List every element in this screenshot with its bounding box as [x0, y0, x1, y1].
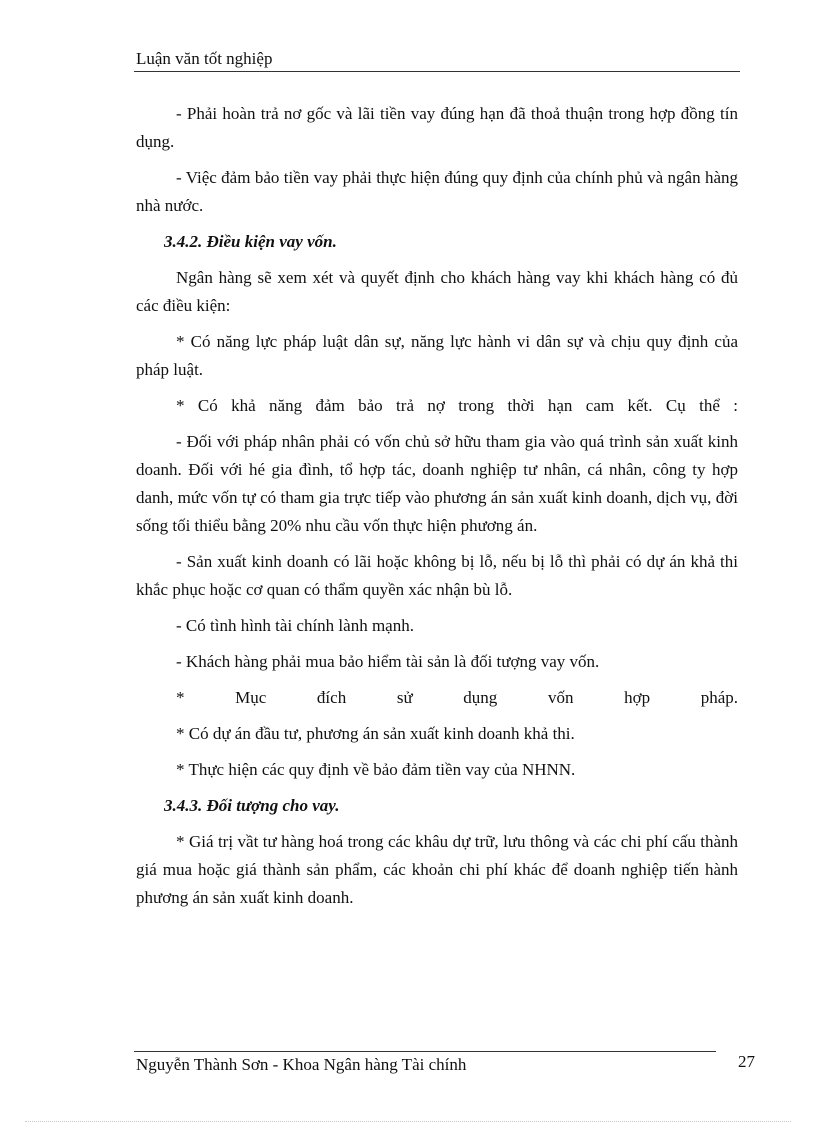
paragraph-equity-requirement: - Đối với pháp nhân phải có vốn chủ sở hữu tham gia vào quá trình sản xuất kinh doanh. Đối với hé gia đình, tổ hợp tác, doanh nghiệp tư nhân, cá nhân, công ty hợp danh, mức vốn tự có tham gia trực tiếp vào phương án sản xuất kinh doanh, dịch vụ, đời sống tối thiểu bằng 20% nhu cầu vốn thực hiện phương án. — [136, 432, 738, 535]
footer-rule — [134, 1051, 716, 1052]
paragraph-profitability: - Sản xuất kinh doanh có lãi hoặc không bị lỗ, nếu bị lỗ thì phải có dự án khả thi khắc phục hoặc cơ quan có thẩm quyền xác nhận bù lỗ. — [136, 552, 738, 599]
paragraph-nhnn-regulations: * Thực hiện các quy định về bảo đảm tiền vay của NHNN. — [176, 760, 576, 779]
section-heading-loan-objects: 3.4.3. Đối tượng cho vay. — [164, 796, 340, 815]
header-rule — [134, 71, 740, 72]
paragraph-financial-health: - Có tình hình tài chính lành mạnh. — [176, 616, 414, 635]
paragraph-goods-value: * Giá trị vầt tư hàng hoá trong các khâu dự trữ, lưu thông và các chi phí cấu thành giá mua hoặc giá thành sản phẩm, các khoản chi phí khác để doanh nghiệp tiến hành phương án sản xuất kinh doanh. — [136, 832, 738, 907]
paragraph-legal-capacity: * Có năng lực pháp luật dân sự, năng lực hành vi dân sự và chịu quy định của pháp luật. — [136, 332, 738, 379]
paragraph-repayment-ability: * Có khả năng đảm bảo trả nợ trong thời hạn cam kết. Cụ thể : — [176, 396, 738, 415]
paragraph-loan-security: - Việc đảm bảo tiền vay phải thực hiện đúng quy định của chính phủ và ngân hàng nhà nước. — [136, 168, 738, 215]
paragraph-conditions-intro: Ngân hàng sẽ xem xét và quyết định cho khách hàng vay khi khách hàng có đủ các điều kiện: — [136, 268, 738, 315]
paragraph-insurance: - Khách hàng phải mua bảo hiểm tài sản là đối tượng vay vốn. — [176, 652, 600, 671]
paragraph-repayment: - Phải hoàn trả nơ gốc và lãi tiền vay đúng hạn đã thoả thuận trong hợp đồng tín dụng. — [136, 104, 738, 151]
page-edge-divider — [25, 1121, 791, 1122]
page-number: 27 — [738, 1052, 755, 1071]
page-body — [136, 100, 738, 920]
paragraph-legal-purpose: * Mục đích sử dụng vốn hợp pháp. — [176, 688, 738, 707]
footer-author: Nguyễn Thành Sơn - Khoa Ngân hàng Tài chính — [136, 1055, 467, 1074]
section-heading-loan-conditions: 3.4.2. Điều kiện vay vốn. — [164, 232, 337, 251]
paragraph-feasible-project: * Có dự án đầu tư, phương án sản xuất kinh doanh khả thi. — [176, 724, 575, 743]
running-header: Luận văn tốt nghiệp — [136, 49, 273, 68]
